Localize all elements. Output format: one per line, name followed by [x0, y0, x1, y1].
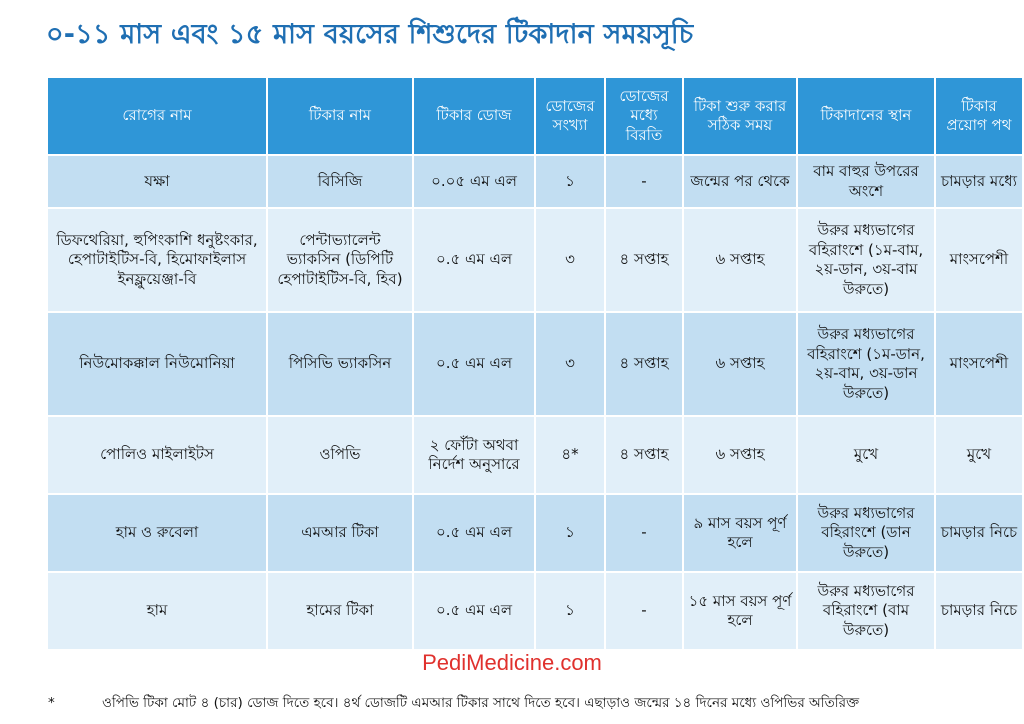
cell-dose: ০.৫ এম এল	[413, 312, 535, 416]
cell-dose-count: ১	[535, 494, 605, 572]
cell-site: উরুর মধ্যভাগের বহিরাংশে (ডান উরুতে)	[797, 494, 935, 572]
cell-dose: ০.০৫ এম এল	[413, 155, 535, 208]
cell-disease: ডিফথেরিয়া, হুপিংকাশি ধনুষ্টংকার, হেপাটাইটিস-বি, হিমোফাইলাস ইনফ্লুয়েঞ্জা-বি	[47, 208, 267, 312]
cell-interval: ৪ সপ্তাহ	[605, 312, 683, 416]
cell-disease: নিউমোকক্কাল নিউমোনিয়া	[47, 312, 267, 416]
header-site: টিকাদানের স্থান	[797, 77, 935, 155]
cell-site: বাম বাহুর উপরের অংশে	[797, 155, 935, 208]
cell-interval: ৪ সপ্তাহ	[605, 208, 683, 312]
cell-route: চামড়ার মধ্যে	[935, 155, 1023, 208]
cell-site: উরুর মধ্যভাগের বহিরাংশে (বাম উরুতে)	[797, 572, 935, 650]
footnote-text: ওপিভি টিকা মোট ৪ (চার) ডোজ দিতে হবে। ৪র্থ ডোজটি এমআর টিকার সাথে দিতে হবে। এছাড়াও জন্মের ১৪ দিনের মধ্যে ওপিভির অতিরিক্ত	[102, 695, 860, 711]
page-title: ০-১১ মাস এবং ১৫ মাস বয়সের শিশুদের টিকাদান সময়সূচি	[46, 19, 694, 50]
table-header-row	[47, 77, 1023, 155]
cell-site: মুখে	[797, 416, 935, 494]
cell-vaccine: ওপিভি	[267, 416, 413, 494]
cell-site: উরুর মধ্যভাগের বহিরাংশে (১ম-বাম, ২য়-ডান, ৩য়-বাম উরুতে)	[797, 208, 935, 312]
header-vaccine-name: টিকার নাম	[267, 77, 413, 155]
cell-interval: ৪ সপ্তাহ	[605, 416, 683, 494]
table-row	[47, 155, 1023, 208]
header-disease-name: রোগের নাম	[47, 77, 267, 155]
header-dose-interval: ডোজের মধ্যে বিরতি	[605, 77, 683, 155]
cell-interval: -	[605, 572, 683, 650]
cell-route: মুখে	[935, 416, 1023, 494]
cell-vaccine: পেন্টাভ্যালেন্ট ভ্যাকসিন (ডিপিটি হেপাটাইটিস-বি, হিব)	[267, 208, 413, 312]
cell-dose-count: ৩	[535, 312, 605, 416]
cell-route: মাংসপেশী	[935, 208, 1023, 312]
cell-disease: যক্ষা	[47, 155, 267, 208]
cell-disease: হাম ও রুবেলা	[47, 494, 267, 572]
cell-dose: ০.৫ এম এল	[413, 572, 535, 650]
header-dose: টিকার ডোজ	[413, 77, 535, 155]
cell-interval: -	[605, 155, 683, 208]
table-row	[47, 312, 1023, 416]
cell-site: উরুর মধ্যভাগের বহিরাংশে (১ম-ডান, ২য়-বাম, ৩য়-ডান উরুতে)	[797, 312, 935, 416]
cell-route: চামড়ার নিচে	[935, 494, 1023, 572]
cell-dose-count: ১	[535, 572, 605, 650]
table-row	[47, 416, 1023, 494]
cell-vaccine: হামের টিকা	[267, 572, 413, 650]
footnote-marker: *	[48, 695, 55, 711]
cell-start-time: জন্মের পর থেকে	[683, 155, 797, 208]
cell-interval: -	[605, 494, 683, 572]
cell-vaccine: পিসিভি ভ্যাকসিন	[267, 312, 413, 416]
cell-disease: পোলিও মাইলাইটস	[47, 416, 267, 494]
cell-start-time: ১৫ মাস বয়স পূর্ণ হলে	[683, 572, 797, 650]
watermark-website: PediMedicine.com	[422, 650, 602, 675]
header-start-time: টিকা শুরু করার সঠিক সময়	[683, 77, 797, 155]
cell-start-time: ৬ সপ্তাহ	[683, 312, 797, 416]
cell-dose: ০.৫ এম এল	[413, 208, 535, 312]
header-route: টিকার প্রয়োগ পথ	[935, 77, 1023, 155]
cell-route: চামড়ার নিচে	[935, 572, 1023, 650]
cell-disease: হাম	[47, 572, 267, 650]
cell-start-time: ৯ মাস বয়স পূর্ণ হলে	[683, 494, 797, 572]
cell-start-time: ৬ সপ্তাহ	[683, 416, 797, 494]
cell-dose: ০.৫ এম এল	[413, 494, 535, 572]
cell-dose-count: ৪*	[535, 416, 605, 494]
table-row	[47, 208, 1023, 312]
footnote	[48, 692, 1024, 715]
header-dose-count: ডোজের সংখ্যা	[535, 77, 605, 155]
cell-dose: ২ ফোঁটা অথবা নির্দেশ অনুসারে	[413, 416, 535, 494]
vaccination-schedule-table	[46, 76, 1024, 651]
cell-vaccine: এমআর টিকা	[267, 494, 413, 572]
table-row	[47, 572, 1023, 650]
cell-dose-count: ১	[535, 155, 605, 208]
table-row	[47, 494, 1023, 572]
cell-start-time: ৬ সপ্তাহ	[683, 208, 797, 312]
cell-dose-count: ৩	[535, 208, 605, 312]
cell-vaccine: বিসিজি	[267, 155, 413, 208]
cell-route: মাংসপেশী	[935, 312, 1023, 416]
